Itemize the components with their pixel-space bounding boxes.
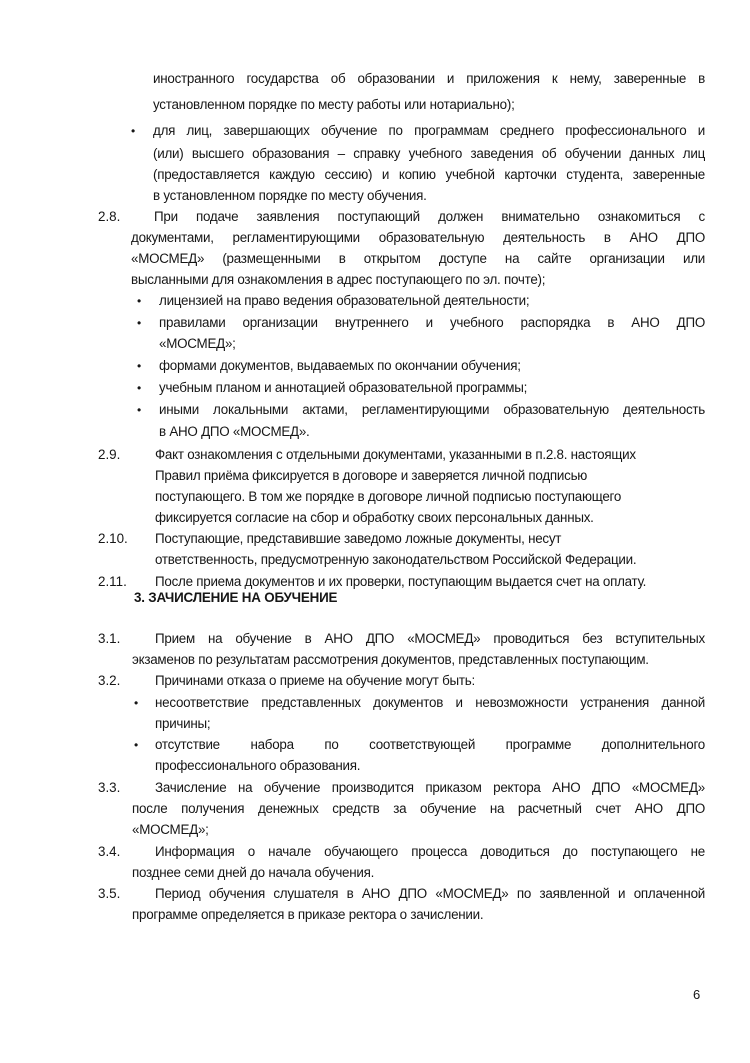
text-line: Зачисление на обучение производится приказом ректора АНО ДПО «МОСМЕД» bbox=[155, 780, 705, 795]
text-line: фиксируется согласие на сбор и обработку своих персональных данных. bbox=[155, 510, 594, 525]
clause-number: 2.11. bbox=[98, 574, 127, 589]
text-line: ответственность, предусмотренную законодательством Российской Федерации. bbox=[155, 552, 637, 567]
text-line: «МОСМЕД»; bbox=[132, 822, 209, 837]
clause-number: 2.10. bbox=[98, 531, 128, 546]
text-line: в АНО ДПО «МОСМЕД». bbox=[159, 424, 310, 439]
bullet-icon: • bbox=[137, 359, 142, 373]
bullet-icon: • bbox=[134, 696, 139, 710]
text-line: документами, регламентирующими образовательную деятельность в АНО ДПО bbox=[131, 230, 705, 245]
text-line: правилами организации внутреннего и учебного распорядка в АНО ДПО bbox=[159, 315, 705, 330]
text-line: установленном порядке по месту работы или нотариально); bbox=[153, 97, 515, 112]
text-line: несоответствие представленных документов и невозможности устранения данной bbox=[155, 695, 705, 710]
bullet-icon: • bbox=[137, 294, 142, 308]
clause-number: 3.5. bbox=[98, 886, 121, 901]
text-line: для лиц, завершающих обучение по программам среднего профессионального и bbox=[153, 123, 705, 138]
text-line: (или) высшего образования – справку учебного заведения об обучении данных лиц bbox=[153, 146, 705, 161]
clause-number: 2.9. bbox=[98, 447, 121, 462]
text-line: позднее семи дней до начала обучения. bbox=[132, 865, 375, 880]
text-line: Информация о начале обучающего процесса доводиться до поступающего не bbox=[155, 844, 705, 859]
bullet-icon: • bbox=[131, 124, 136, 138]
text-line: в установленном порядке по месту обучения. bbox=[153, 188, 427, 203]
text-line: Поступающие, представившие заведомо ложные документы, несут bbox=[155, 531, 562, 546]
text-line: Правил приёма фиксируется в договоре и заверяется личной подписью bbox=[155, 468, 588, 483]
text-line: При подаче заявления поступающий должен внимательно ознакомиться с bbox=[154, 209, 705, 224]
clause-number: 3.2. bbox=[98, 673, 121, 688]
bullet-icon: • bbox=[137, 381, 142, 395]
text-line: профессионального образования. bbox=[155, 758, 361, 773]
bullet-icon: • bbox=[134, 738, 139, 752]
text-line: «МОСМЕД»; bbox=[159, 336, 236, 351]
text-line: Факт ознакомления с отдельными документами, указанными в п.2.8. настоящих bbox=[155, 447, 636, 462]
text-line: экзаменов по результатам рассмотрения документов, представленных поступающим. bbox=[132, 652, 649, 667]
text-line: «МОСМЕД» (размещенными в открытом доступе на сайте организации или bbox=[131, 251, 705, 266]
text-line: иными локальными актами, регламентирующими образовательную деятельность bbox=[159, 402, 705, 417]
text-line: Прием на обучение в АНО ДПО «МОСМЕД» проводиться без вступительных bbox=[155, 631, 705, 646]
bullet-icon: • bbox=[137, 316, 142, 330]
text-line: (предоставляется каждую сессию) и копию учебной карточки студента, заверенные bbox=[153, 167, 705, 182]
section-heading: 3. ЗАЧИСЛЕНИЕ НА ОБУЧЕНИЕ bbox=[134, 590, 338, 605]
text-line: учебным планом и аннотацией образовательной программы; bbox=[159, 380, 528, 395]
text-line: После приема документов и их проверки, поступающим выдается счет на оплату. bbox=[155, 574, 647, 589]
clause-number: 3.4. bbox=[98, 844, 121, 859]
text-line: высланными для ознакомления в адрес поступающего по эл. почте); bbox=[131, 272, 546, 287]
text-line: поступающего. В том же порядке в договоре личной подписью поступающего bbox=[155, 489, 622, 504]
text-line: иностранного государства об образовании и приложения к нему, заверенные в bbox=[153, 71, 705, 86]
text-line: лицензией на право ведения образовательной деятельности; bbox=[159, 293, 530, 308]
text-line: Период обучения слушателя в АНО ДПО «МОСМЕД» по заявленной и оплаченной bbox=[155, 886, 705, 901]
page-number: 6 bbox=[693, 987, 701, 1002]
clause-number: 3.1. bbox=[98, 631, 121, 646]
text-line: формами документов, выдаваемых по окончании обучения; bbox=[159, 358, 521, 373]
text-line: Причинами отказа о приеме на обучение могут быть: bbox=[155, 673, 475, 688]
text-line: причины; bbox=[155, 716, 211, 731]
clause-number: 2.8. bbox=[98, 209, 121, 224]
clause-number: 3.3. bbox=[98, 780, 121, 795]
text-line: после получения денежных средств за обучение на расчетный счет АНО ДПО bbox=[132, 801, 705, 816]
bullet-icon: • bbox=[137, 403, 142, 417]
text-line: отсутствие набора по соответствующей программе дополнительного bbox=[155, 737, 705, 752]
text-line: программе определяется в приказе ректора о зачислении. bbox=[132, 907, 484, 922]
